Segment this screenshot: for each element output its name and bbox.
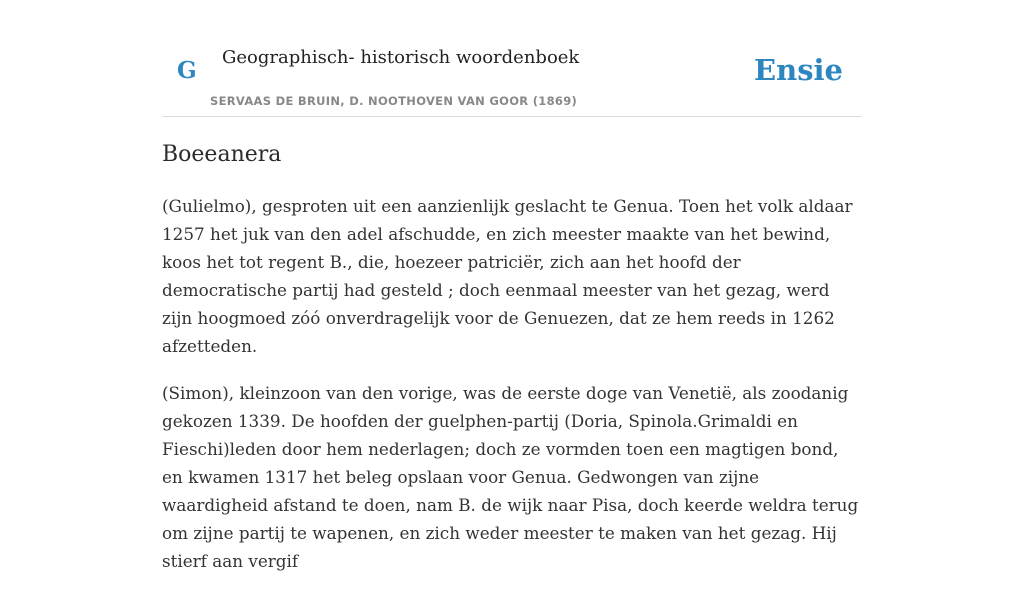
book-logo-letter[interactable]: G xyxy=(177,57,197,84)
entry-paragraph: (Gulielmo), gesproten uit een aanzienlijk geslacht te Genua. Toen het volk aldaar 1257 het juk van den adel afschudde, en zich meester maakte van het bewind, koos het tot regent B., die, hoezeer patriciër, zich aan het hoofd der democratische partij had gesteld ; doch eenmaal meester van het gezag, werd zijn hoogmoed zóó onverdragelijk voor de Genuezen, dat ze hem reeds in 1262 afzetteden. xyxy=(162,196,853,356)
entry-body xyxy=(162,192,862,594)
book-title-link[interactable]: Geographisch- historisch woordenboek xyxy=(222,47,580,68)
book-header xyxy=(162,0,862,117)
document-page xyxy=(162,0,862,571)
entry-title: Boeeanera xyxy=(162,142,282,167)
book-author: SERVAAS DE BRUIN, D. NOOTHOVEN VAN GOOR (1869) xyxy=(210,94,578,108)
entry-paragraph: (Simon), kleinzoon van den vorige, was de eerste doge van Venetië, als zoodanig gekozen 1339. De hoofden der guelphen-partij (Doria, Spinola.Grimaldi en Fieschi)leden door hem nederlagen; doch ze vormden toen een magtigen bond, en kwamen 1317 het beleg opslaan voor Genua. Gedwongen van zijne waardigheid afstand te doen, nam B. de wijk naar Pisa, doch keerde weldra terug om zijne partij te wapenen, en zich weder meester te maken van het gezag. Hij stierf aan vergif xyxy=(162,383,859,571)
ensie-logo-link[interactable]: Ensie xyxy=(754,53,843,87)
